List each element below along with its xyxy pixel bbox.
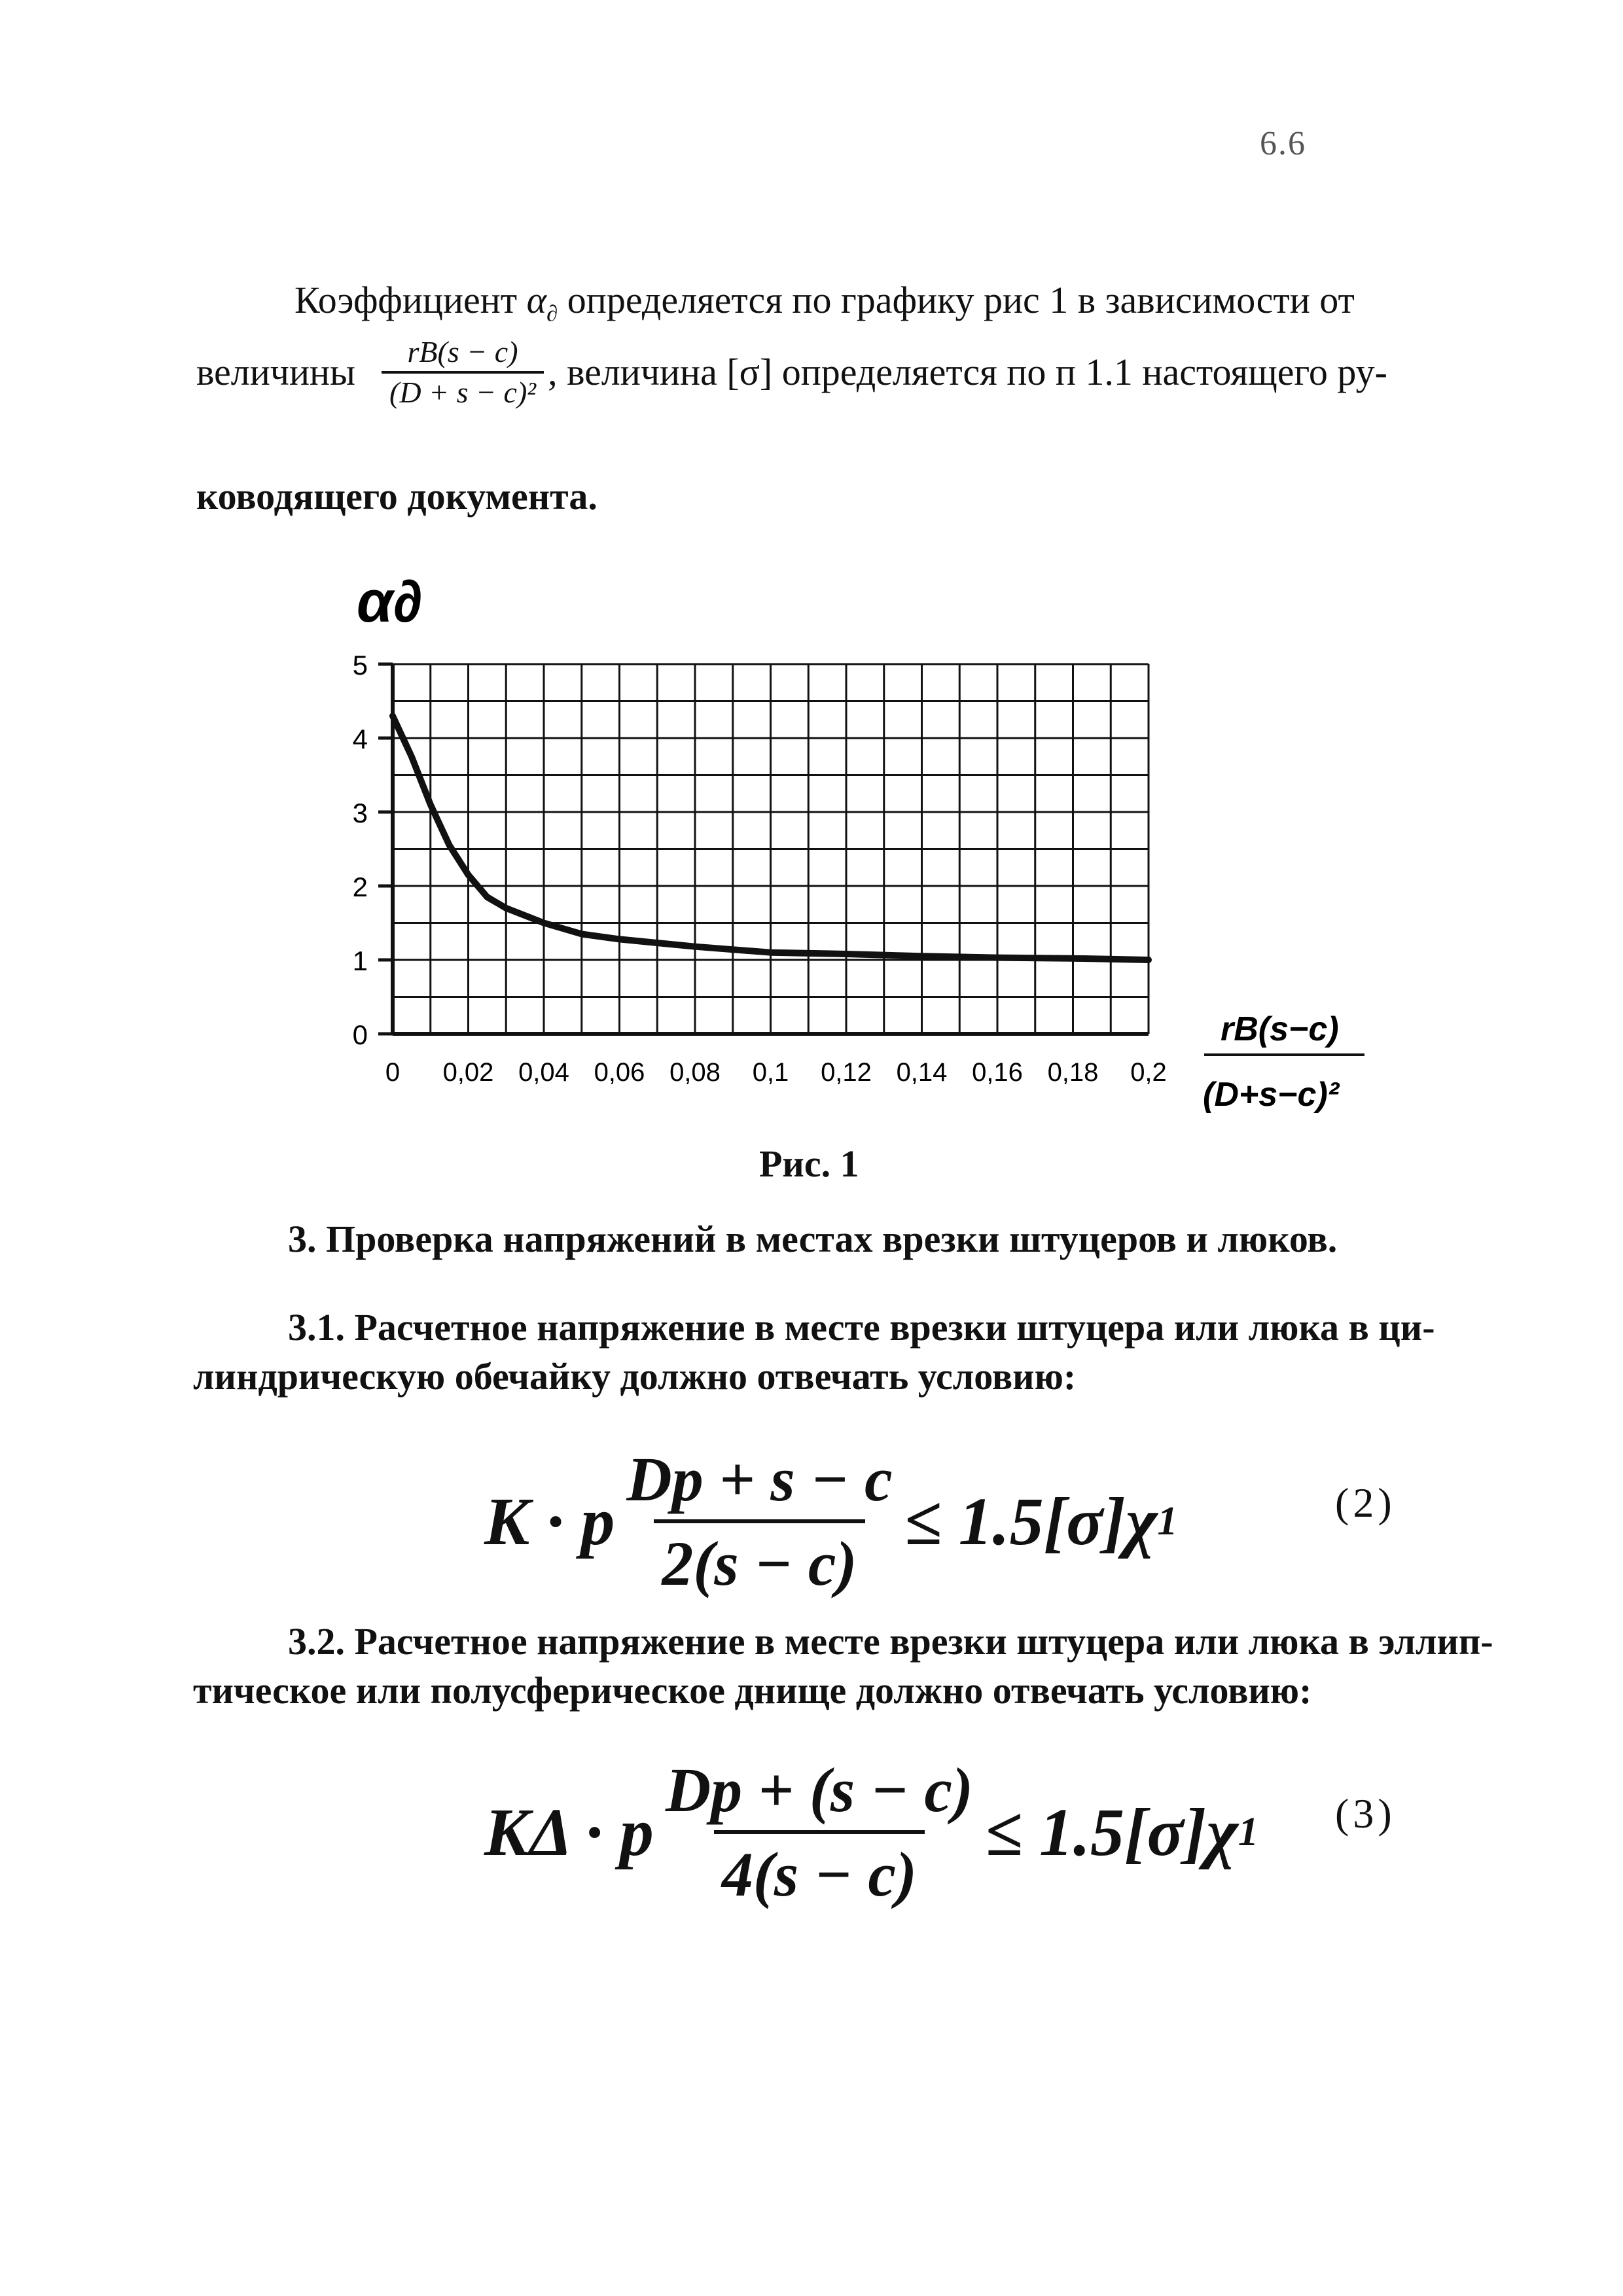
y-tick-label: 3 [352, 798, 368, 828]
x-tick-label: 0,18 [1047, 1058, 1099, 1087]
alpha-subscript: ∂ [546, 300, 558, 327]
x-tick-label: 0,14 [896, 1058, 948, 1087]
p32-line-1: 3.2. Расчетное напряжение в месте врезки штуцера или люка в эллип- [288, 1620, 1493, 1663]
x-tick-label: 0,1 [752, 1058, 789, 1087]
figure-caption: Рис. 1 [759, 1142, 859, 1185]
formula-3-left: KΔ · p [484, 1794, 654, 1870]
formula-2-left: K · p [484, 1483, 615, 1559]
y-tick-label: 4 [352, 724, 368, 754]
formula-3 [484, 1754, 1258, 1911]
p32-line-2: тическое или полусферическое днище должно отвечать условию: [193, 1669, 1312, 1712]
intro-fraction-num: rB(s − c) [407, 335, 518, 368]
y-tick-label: 0 [352, 1019, 368, 1050]
x-tick-label: 0,12 [821, 1058, 872, 1087]
p31-line-1: 3.1. Расчетное напряжение в месте врезки штуцера или люка в ци- [288, 1306, 1435, 1349]
equation-number-2: (2) [1335, 1479, 1396, 1526]
x-tick-label: 0,04 [518, 1058, 569, 1087]
formula-3-right-sub: 1 [1238, 1809, 1258, 1854]
equation-number-3: (3) [1335, 1790, 1396, 1837]
page-number: 6.6 [1260, 125, 1306, 162]
intro-text-b: определяется по графику рис 1 в зависимости от [558, 279, 1355, 321]
intro-fraction-den: (D + s − c)² [382, 371, 544, 408]
x-tick-label: 0,08 [669, 1058, 721, 1087]
x-tick-label: 0,06 [594, 1058, 645, 1087]
formula-2-den: 2(s − c) [654, 1519, 865, 1600]
x-tick-label: 0,2 [1130, 1058, 1167, 1087]
intro-text-c: величины [196, 351, 355, 393]
formula-2-num: Dp + s − c [626, 1444, 893, 1514]
y-tick-labels [353, 650, 393, 1050]
x-axis-label-den: (D+s−c)² [1203, 1076, 1340, 1114]
section-3-heading: 3. Проверка напряжений в местах врезки штуцеров и люков. [288, 1218, 1338, 1260]
formula-2-right: ≤ 1.5[σ]χ [904, 1483, 1158, 1559]
alpha-symbol: α [526, 279, 547, 321]
x-tick-label: 0,16 [972, 1058, 1023, 1087]
x-tick-label: 0,02 [442, 1058, 494, 1087]
y-tick-label: 1 [352, 945, 368, 976]
formula-2-fraction [618, 1443, 900, 1600]
formula-3-num: Dp + (s − c) [665, 1755, 973, 1825]
intro-line-3: ководящего документа. [196, 475, 597, 518]
formula-2-right-sub: 1 [1157, 1498, 1178, 1544]
x-tick-label: 0 [385, 1058, 401, 1087]
chart-grid [393, 664, 1149, 1034]
intro-text-d: , величина [σ] определяется по п 1.1 настоящего ру- [548, 351, 1387, 393]
intro-text-a: Коэффициент [294, 279, 527, 321]
x-axis-label-num: rB(s−c) [1221, 1010, 1339, 1048]
y-tick-label: 5 [352, 650, 368, 680]
y-axis-label: α∂ [357, 569, 423, 635]
formula-3-right: ≤ 1.5[σ]χ [984, 1794, 1238, 1870]
y-tick-label: 2 [352, 872, 368, 902]
formula-3-den: 4(s − c) [714, 1830, 925, 1911]
formula-3-fraction [658, 1754, 981, 1911]
formula-2 [484, 1443, 1178, 1600]
p31-line-2: линдрическую обечайку должно отвечать условию: [193, 1355, 1077, 1398]
x-tick-labels [385, 1058, 1167, 1087]
